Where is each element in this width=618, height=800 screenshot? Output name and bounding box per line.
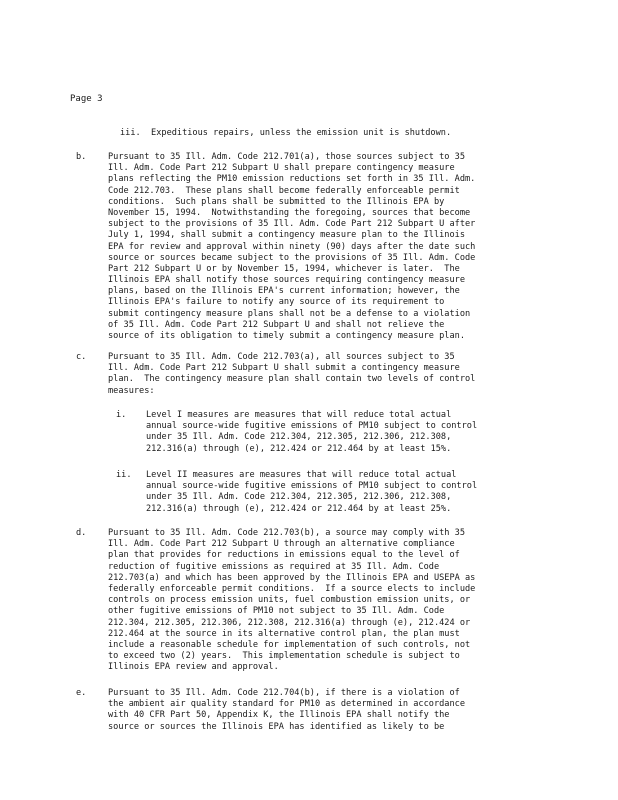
- text-line: federally enforceable permit conditions. If a source elects to include: [108, 583, 476, 594]
- text-line: Level II measures are measures that will reduce total actual: [146, 470, 457, 480]
- text-line: source or sources the Illinois EPA has identified as likely to be: [108, 721, 445, 732]
- paragraph-body: [108, 528, 548, 673]
- text-line: source or sources became subject to the provisions of 35 Ill. Adm. Code: [108, 252, 476, 263]
- text-line: the ambient air quality standard for PM10 as determined in accordance: [108, 699, 465, 710]
- text-line: Ill. Adm. Code Part 212 Subpart U through an alternative compliance: [108, 539, 455, 550]
- text-line: plans reflecting the PM10 emission reductions set forth in 35 Ill. Adm.: [108, 174, 476, 185]
- subitem-marker: i.: [116, 410, 127, 420]
- text-line: Pursuant to 35 Ill. Adm. Code 212.703(a), all sources subject to 35: [108, 352, 455, 362]
- paragraph-marker: b.: [76, 152, 87, 162]
- subitem-marker: ii.: [116, 470, 132, 480]
- paragraph-marker: d.: [76, 528, 87, 538]
- text-line: source of its obligation to timely submit a contingency measure plan.: [108, 331, 465, 341]
- text-line: Illinois EPA's failure to notify any source of its requirement to: [108, 297, 445, 308]
- text-line: under 35 Ill. Adm. Code 212.304, 212.305, 212.306, 212.308,: [146, 432, 452, 443]
- text-line: Pursuant to 35 Ill. Adm. Code 212.701(a), those sources subject to 35: [108, 152, 465, 162]
- text-line: Ill. Adm. Code Part 212 Subpart U shall submit a contingency measure: [108, 363, 460, 374]
- text-line: Illinois EPA shall notify those sources requiring contingency measure: [108, 275, 465, 286]
- paragraph-body: [108, 688, 548, 733]
- intro-item-iii: iii. Expeditious repairs, unless the emission unit is shutdown.: [120, 128, 452, 138]
- text-line: plan. The contingency measure plan shall contain two levels of control: [108, 374, 476, 385]
- text-line: Code 212.703. These plans shall become federally enforceable permit: [108, 185, 460, 196]
- text-line: controls on process emission units, fuel combustion emission units, or: [108, 595, 471, 606]
- subitem-body: [146, 470, 526, 515]
- text-line: Pursuant to 35 Ill. Adm. Code 212.703(b), a source may comply with 35: [108, 528, 465, 538]
- text-line: with 40 CFR Part 50, Appendix K, the Illinois EPA shall notify the: [108, 710, 450, 721]
- text-line: measures:: [108, 385, 155, 396]
- text-line: Part 212 Subpart U or by November 15, 1994, whichever is later. The: [108, 263, 460, 274]
- text-line: Illinois EPA review and approval.: [108, 662, 279, 673]
- text-line: 212.316(a) through (e), 212.424 or 212.464 by at least 15%.: [146, 443, 452, 454]
- text-line: plan that provides for reductions in emissions equal to the level of: [108, 550, 460, 561]
- text-line: annual source-wide fugitive emissions of PM10 subject to control: [146, 481, 478, 492]
- text-line: 212.703(a) and which has been approved by the Illinois EPA and USEPA as: [108, 572, 476, 583]
- text-line: include a reasonable schedule for implementation of such controls, not: [108, 639, 471, 650]
- text-line: EPA for review and approval within ninety (90) days after the date such: [108, 241, 476, 252]
- text-line: conditions. Such plans shall be submitted to the Illinois EPA by: [108, 196, 445, 207]
- text-line: 212.304, 212.305, 212.306, 212.308, 212.316(a) through (e), 212.424 or: [108, 617, 471, 628]
- paragraph-marker: e.: [76, 688, 87, 698]
- text-line: under 35 Ill. Adm. Code 212.304, 212.305, 212.306, 212.308,: [146, 492, 452, 503]
- text-line: submit contingency measure plans shall not be a defense to a violation: [108, 308, 471, 319]
- text-line: Pursuant to 35 Ill. Adm. Code 212.704(b), if there is a violation of: [108, 688, 460, 698]
- subitem-body: [146, 410, 526, 455]
- page-number: Page 3: [70, 94, 103, 104]
- text-line: to exceed two (2) years. This implementation schedule is subject to: [108, 651, 460, 662]
- text-line: subject to the provisions of 35 Ill. Adm. Code Part 212 Subpart U after: [108, 219, 476, 230]
- paragraph-body: [108, 152, 548, 342]
- paragraph-marker: c.: [76, 352, 87, 362]
- text-line: reduction of fugitive emissions as required at 35 Ill. Adm. Code: [108, 561, 440, 572]
- text-line: Ill. Adm. Code Part 212 Subpart U shall prepare contingency measure: [108, 163, 455, 174]
- text-line: July 1, 1994, shall submit a contingency measure plan to the Illinois: [108, 230, 465, 241]
- text-line: of 35 Ill. Adm. Code Part 212 Subpart U and shall not relieve the: [108, 319, 445, 330]
- text-line: annual source-wide fugitive emissions of PM10 subject to control: [146, 421, 478, 432]
- text-line: other fugitive emissions of PM10 not subject to 35 Ill. Adm. Code: [108, 606, 445, 617]
- paragraph-body: [108, 352, 548, 397]
- text-line: plans, based on the Illinois EPA's current information; however, the: [108, 286, 460, 297]
- text-line: 212.464 at the source in its alternative control plan, the plan must: [108, 628, 460, 639]
- text-line: 212.316(a) through (e), 212.424 or 212.464 by at least 25%.: [146, 503, 452, 514]
- text-line: Level I measures are measures that will reduce total actual: [146, 410, 452, 420]
- text-line: November 15, 1994. Notwithstanding the foregoing, sources that become: [108, 207, 471, 218]
